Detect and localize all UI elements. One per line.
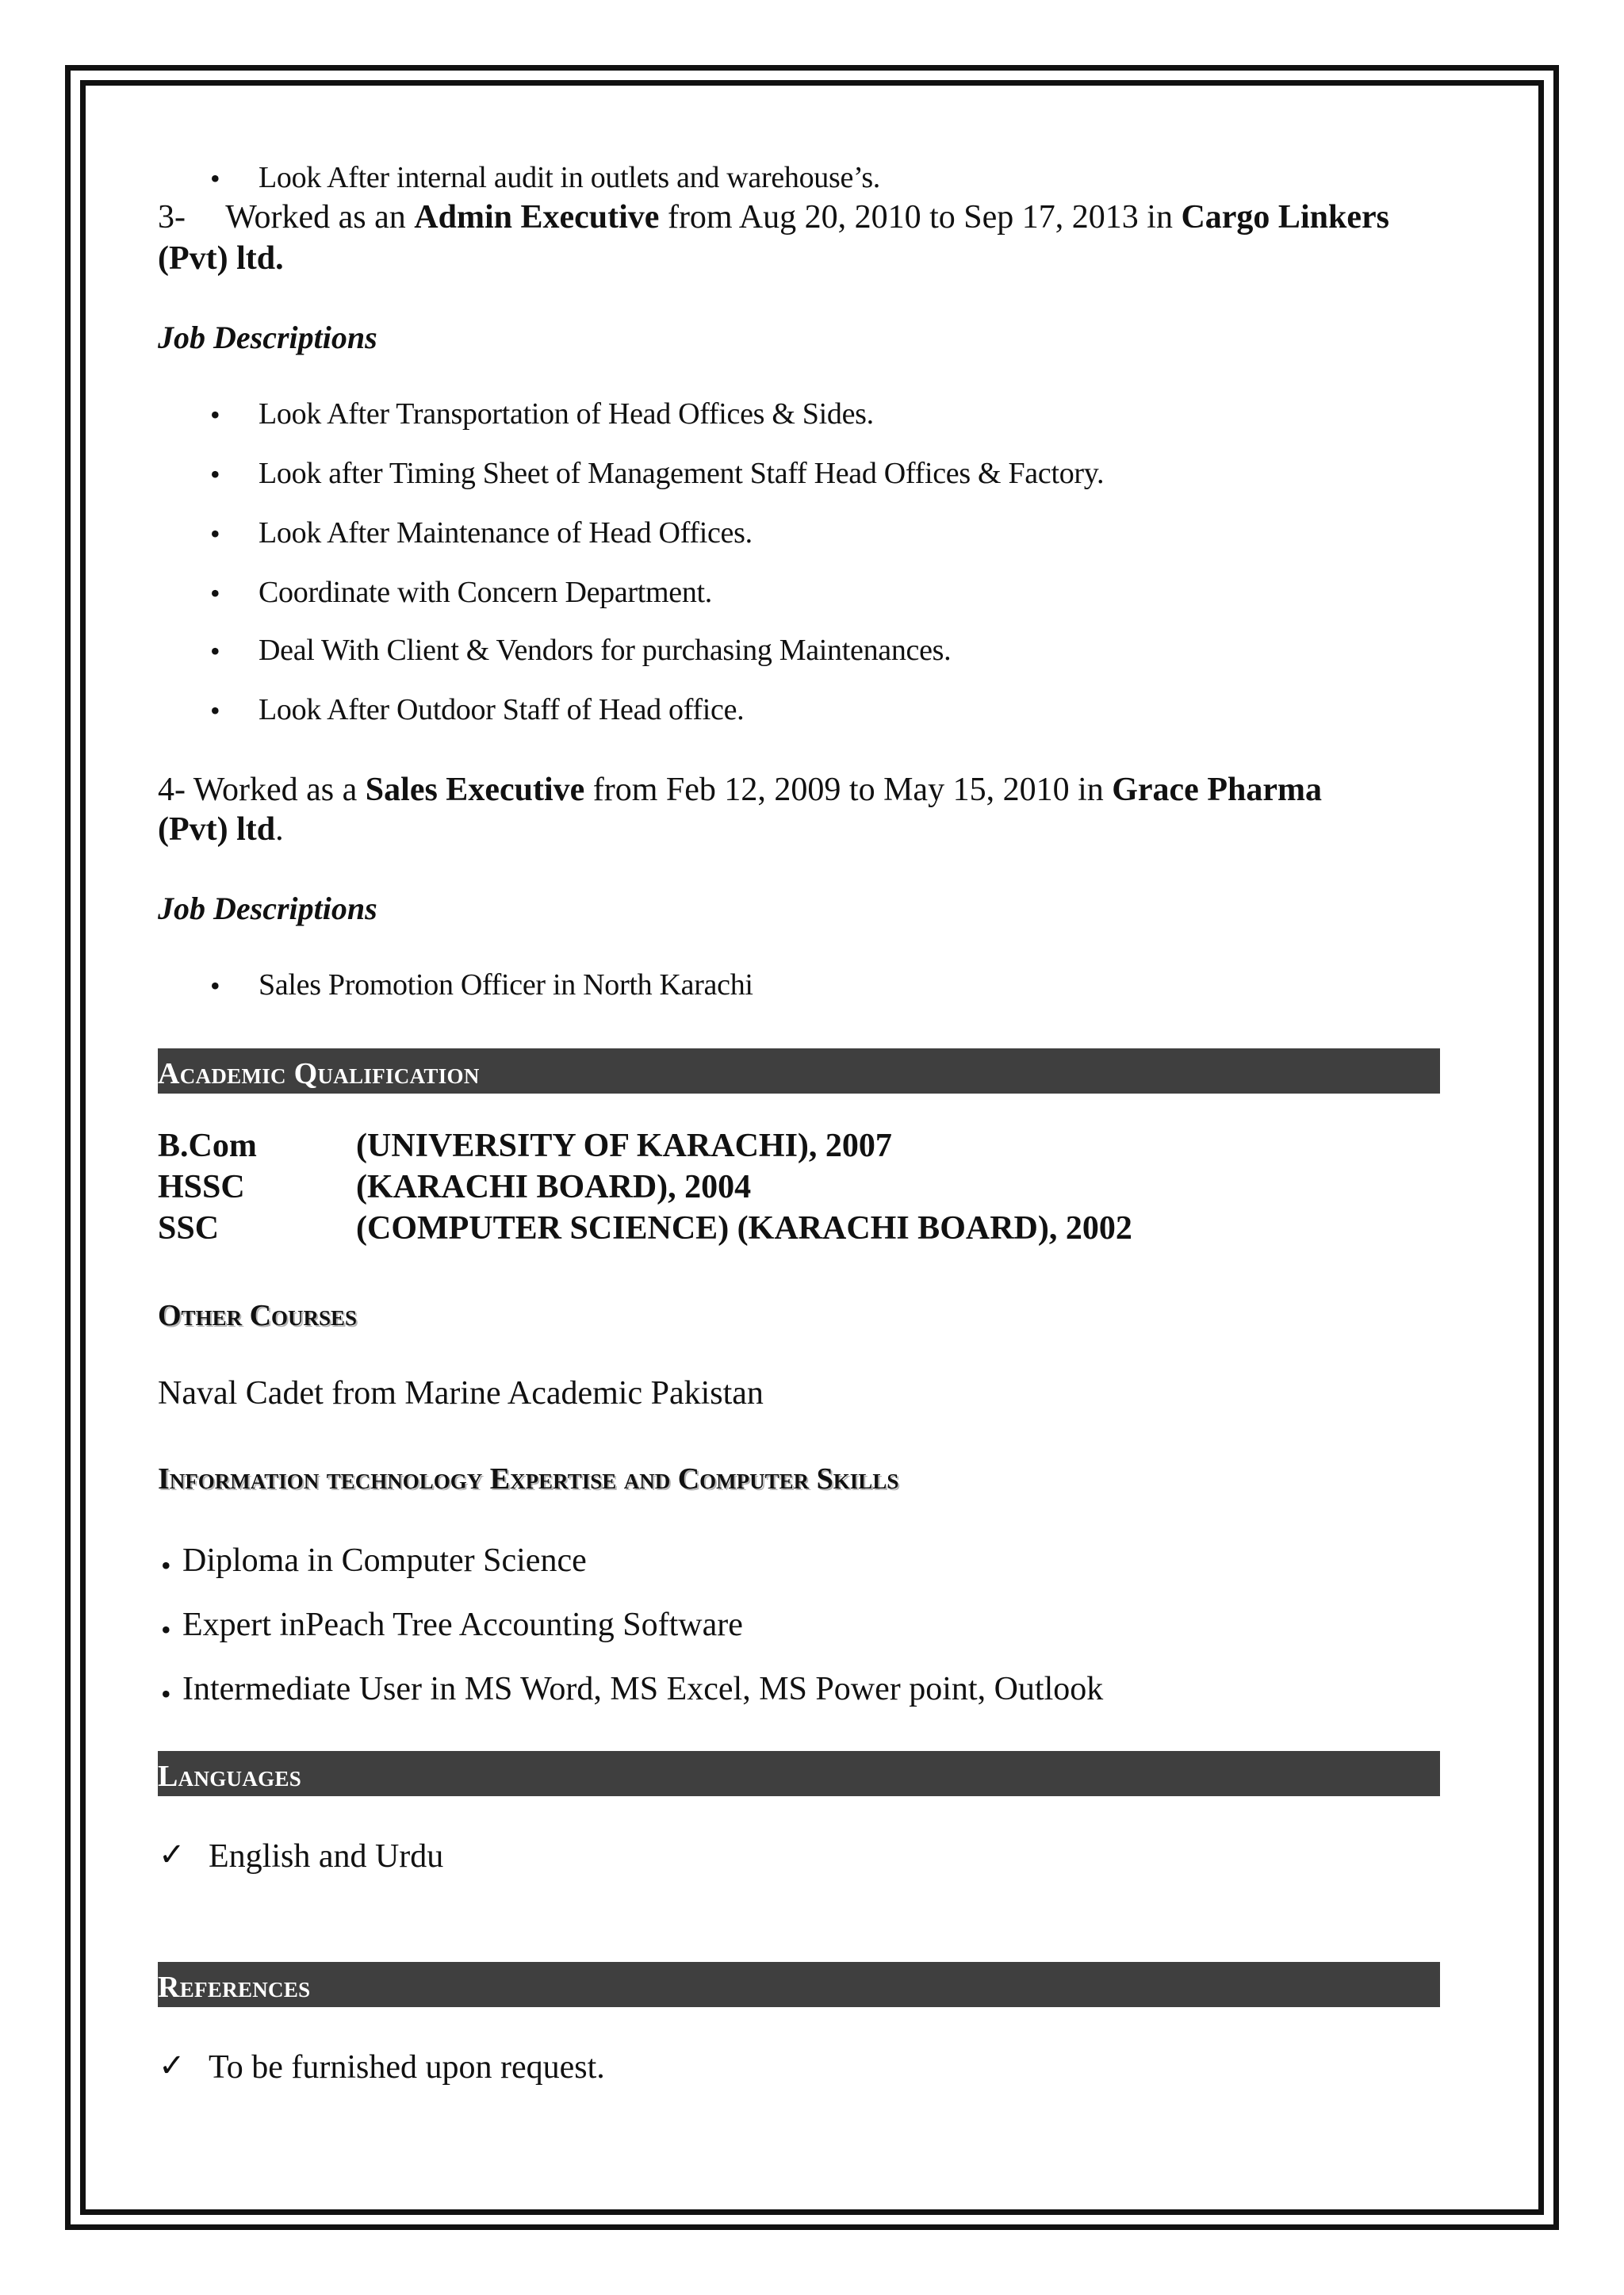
bullet-dot-icon: • [161, 1614, 171, 1646]
bullet-dot-icon: • [210, 518, 220, 550]
references-section-title: References [158, 1971, 311, 2004]
job4-company-period: . [275, 811, 284, 848]
academic-degree: HSSC [158, 1169, 245, 1205]
other-courses-title: Other Courses [158, 1299, 358, 1332]
job3-text-b: from Aug 20, 2010 to Sep 17, 2013 in [667, 199, 1173, 236]
job3-company: Cargo Linkers [1181, 199, 1389, 236]
it-skill-item: Diploma in Computer Science [182, 1542, 587, 1579]
job3-duty: Coordinate with Concern Department. [259, 576, 713, 609]
bullet-dot-icon: • [210, 970, 220, 1002]
academic-degree: B.Com [158, 1128, 257, 1164]
bullet-dot-icon: • [161, 1550, 171, 1581]
it-skills-title: Information technology Expertise and Computer Skills [158, 1462, 899, 1496]
academic-detail: (COMPUTER SCIENCE) (KARACHI BOARD), 2002 [356, 1210, 1132, 1247]
references-section-bar [158, 1962, 1440, 2007]
job3-role: Admin Executive [414, 199, 660, 236]
bullet-dot-icon: • [210, 163, 220, 194]
job4-heading [158, 771, 1322, 809]
job4-text-a: Worked as a [193, 772, 358, 808]
it-skill-item: Expert inPeach Tree Accounting Software [182, 1607, 743, 1643]
job4-descriptions-label: Job Descriptions [158, 891, 377, 926]
checkmark-icon: ✓ [159, 1837, 186, 1873]
academic-section-bar [158, 1048, 1440, 1094]
job4-number: 4- [158, 772, 186, 808]
bullet-dot-icon: • [210, 458, 220, 490]
languages-section-bar [158, 1751, 1440, 1796]
job3-number: 3- [158, 199, 186, 236]
job4-duty: Sales Promotion Officer in North Karachi [259, 968, 753, 1002]
job3-duty: Look After Outdoor Staff of Head office. [259, 693, 745, 726]
job3-duty: Look After Transportation of Head Offices & Sides. [259, 397, 874, 431]
job3-descriptions-label: Job Descriptions [158, 320, 377, 355]
job3-company-line2: (Pvt) ltd. [158, 240, 284, 277]
job4-company-line2 [158, 810, 284, 849]
job3-heading [158, 198, 1389, 236]
languages-item: English and Urdu [209, 1838, 444, 1875]
academic-section-title: Academic Qualification [158, 1057, 480, 1090]
bullet-dot-icon: • [210, 399, 220, 431]
academic-detail: (KARACHI BOARD), 2004 [356, 1169, 752, 1205]
job4-text-b: from Feb 12, 2009 to May 15, 2010 in [592, 772, 1104, 808]
academic-detail: (UNIVERSITY OF KARACHI), 2007 [356, 1128, 892, 1164]
bullet-dot-icon: • [161, 1678, 171, 1710]
job4-company-pvt: (Pvt) ltd [158, 811, 276, 848]
languages-section-title: Languages [158, 1760, 302, 1793]
bullet-dot-icon: • [210, 695, 220, 726]
job3-duty: Deal With Client & Vendors for purchasing Maintenances. [259, 634, 952, 667]
job3-text-a: Worked as an [225, 199, 406, 236]
references-item: To be furnished upon request. [209, 2049, 605, 2086]
bullet-dot-icon: • [210, 635, 220, 667]
job3-duty: Look after Timing Sheet of Management Staff Head Offices & Factory. [259, 457, 1105, 490]
internal-audit-duty: Look After internal audit in outlets and warehouse’s. [259, 161, 881, 194]
job4-company: Grace Pharma [1112, 772, 1322, 808]
checkmark-icon: ✓ [159, 2048, 186, 2084]
other-courses-text: Naval Cadet from Marine Academic Pakistan [158, 1375, 764, 1412]
it-skill-item: Intermediate User in MS Word, MS Excel, MS Power point, Outlook [182, 1671, 1104, 1707]
bullet-dot-icon: • [210, 577, 220, 609]
academic-degree: SSC [158, 1210, 220, 1247]
job3-duty: Look After Maintenance of Head Offices. [259, 516, 753, 550]
job4-role: Sales Executive [365, 772, 585, 808]
